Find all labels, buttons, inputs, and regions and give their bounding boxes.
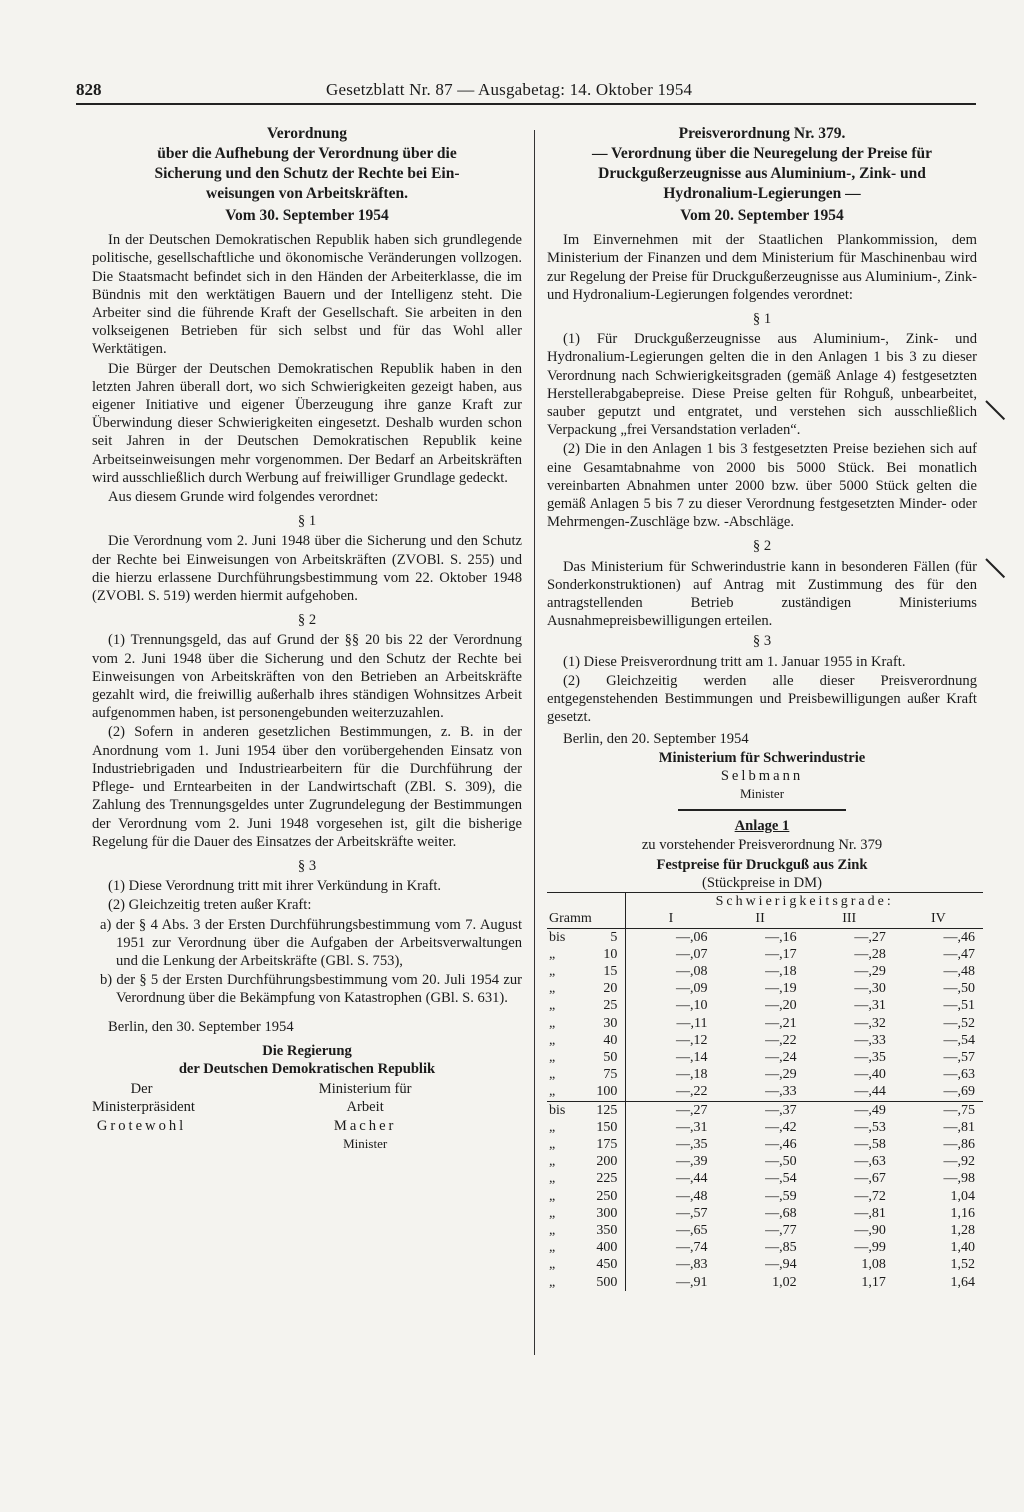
column-header: II <box>755 911 765 927</box>
government-line: Die Regierung <box>262 1042 352 1059</box>
table-row <box>547 1170 983 1187</box>
row-prefix: „ <box>549 981 556 997</box>
table-row <box>547 1066 983 1083</box>
left-title-line: Verordnung <box>266 125 348 142</box>
price-cell: —,29 <box>854 963 886 979</box>
price-table-group-a <box>547 928 983 1101</box>
left-section-1-heading: § 1 <box>297 513 317 530</box>
price-cell: —,51 <box>943 998 975 1014</box>
row-gramm: 40 <box>603 1032 618 1048</box>
left-signatures <box>92 1080 522 1153</box>
table-row <box>547 1188 983 1205</box>
price-cell: —,39 <box>626 1153 716 1170</box>
margin-mark <box>985 400 1005 420</box>
row-prefix: „ <box>549 998 556 1014</box>
price-cell: 1,08 <box>861 1257 886 1273</box>
left-section-2-paragraph: (1) Trennungsgeld, das auf Grund der §§ 20 bis 22 der Verordnung vom 2. Juni 1948 über die Sicherung und den Schutz der Rechte bei Einweisungen von Arbeitskräften von den Betrieben an Arbeitskräfte gezahlt wird, die freiwillig außerhalb ihres ständigen Wohnsitzes Arbeit aufgenommen haben, ist personengebunden weiterzuzahlen. <box>92 632 522 722</box>
table-subtitle: (Stückpreise in DM) <box>702 874 822 891</box>
price-cell: —,47 <box>943 946 975 962</box>
row-gramm: 125 <box>596 1102 618 1118</box>
left-section-2-paragraph: (2) Sofern in anderen gesetzlichen Bestimmungen, z. B. in der Anordnung vom 1. Juni 1954 über den vorübergehenden Einsatz von Industriebrigaden und Industriearbeitern für die Durchführung der Pflege- und Erntearbeiten in der Landwirtschaft (ZBl. S. 309), die Zahlung des Trennungsgeldes unter Zugrundelegung der Bestimmungen der Verordnung vom 2. Juni 1948 vorgesehen ist, gilt die bisherige Regelung für die Dauer des Einsatzes der Arbeitskräfte weiter. <box>92 724 522 850</box>
price-cell: —,91 <box>626 1274 716 1291</box>
price-cell: —,57 <box>943 1049 975 1065</box>
row-prefix: „ <box>549 1084 556 1100</box>
row-gramm: 300 <box>596 1205 618 1221</box>
price-cell: —,57 <box>626 1205 716 1222</box>
left-intro-paragraph: In der Deutschen Demokratischen Republik haben sich grundlegende politische, gesellschaftliche und ökonomische Veränderungen vollzogen. Die Staatsmacht befindet sich in den Händen der Arbeiterklasse, die im Bündnis mit den werktätigen Bauern und der Intelligenz steht. Die Arbeiter sind die führende Kraft der Gesellschaft. Sie arbeiten in den volkseigenen Betrieben für sich selbst und für das Wohl aller Werktätigen. <box>92 232 522 358</box>
price-cell: —,28 <box>854 946 886 962</box>
price-cell: —,77 <box>765 1222 797 1238</box>
price-table <box>547 892 983 1291</box>
price-cell: —,37 <box>765 1102 797 1118</box>
price-cell: 1,16 <box>950 1205 975 1221</box>
price-cell: —,14 <box>626 1049 716 1066</box>
row-gramm: 500 <box>596 1274 618 1290</box>
price-cell: —,19 <box>765 981 797 997</box>
price-cell: —,72 <box>854 1188 886 1204</box>
price-cell: —,65 <box>626 1222 716 1239</box>
right-section-2-text: Das Ministerium für Schwerindustrie kann in besonderen Fällen (für Sonderkonstruktionen) auf Antrag mit Zustimmung des für den antragstellenden Betrieb zuständigen Ministeriums Ausnahmepreisbewilligungen erteilen. <box>547 558 977 630</box>
column-header: III <box>842 911 857 927</box>
price-cell: —,86 <box>943 1136 975 1152</box>
table-row <box>547 1153 983 1170</box>
annex-rule <box>678 809 846 811</box>
row-prefix: „ <box>549 1119 556 1135</box>
right-subtitle-line: Hydronalium-Legierungen — <box>663 185 861 202</box>
price-cell: —,74 <box>626 1239 716 1256</box>
price-cell: —,24 <box>765 1049 797 1065</box>
left-intro-paragraph: Aus diesem Grunde wird folgendes verordnet: <box>108 489 379 506</box>
price-cell: —,06 <box>626 928 716 946</box>
row-gramm: 400 <box>596 1240 618 1256</box>
price-cell: —,59 <box>765 1188 797 1204</box>
left-section-1-text: Die Verordnung vom 2. Juni 1948 über die Sicherung und den Schutz der Rechte bei Einweisungen von Arbeitskräften (ZVOBl. S. 255) und die hierzu erlassene Durchführungsbestimmung vom 22. Oktober 1948 (ZVOBl. S. 519) werden hiermit aufgehoben. <box>92 533 522 605</box>
left-section-2-heading: § 2 <box>297 612 317 629</box>
price-cell: —,46 <box>765 1136 797 1152</box>
price-cell: —,35 <box>626 1136 716 1153</box>
row-prefix: „ <box>549 963 556 979</box>
signer-title: Minister <box>739 786 785 802</box>
price-cell: —,31 <box>626 1119 716 1136</box>
price-cell: —,33 <box>765 1084 797 1100</box>
left-date: Vom 30. September 1954 <box>225 207 389 224</box>
price-cell: —,50 <box>943 981 975 997</box>
price-cell: —,54 <box>943 1032 975 1048</box>
row-prefix: „ <box>549 946 556 962</box>
signature-name: Macher <box>333 1117 397 1134</box>
row-gramm: 10 <box>603 946 618 962</box>
price-cell: 1,02 <box>772 1274 797 1290</box>
row-prefix: bis <box>549 1102 566 1118</box>
left-title-line: Sicherung und den Schutz der Rechte bei Ein- <box>154 165 460 182</box>
price-cell: 1,28 <box>950 1222 975 1238</box>
table-row <box>547 946 983 963</box>
price-cell: —,48 <box>626 1188 716 1205</box>
price-cell: 1,04 <box>950 1188 975 1204</box>
row-gramm: 350 <box>596 1222 618 1238</box>
price-cell: —,32 <box>854 1015 886 1031</box>
price-cell: 1,64 <box>950 1274 975 1290</box>
row-gramm: 50 <box>603 1049 618 1065</box>
table-row <box>547 1101 983 1119</box>
table-row <box>547 997 983 1014</box>
margin-mark <box>985 558 1005 578</box>
row-prefix: „ <box>549 1240 556 1256</box>
row-gramm: 15 <box>603 963 618 979</box>
price-cell: —,10 <box>626 997 716 1014</box>
ministry-name: Ministerium für Schwerindustrie <box>658 749 866 766</box>
row-gramm: 200 <box>596 1154 618 1170</box>
row-prefix: bis <box>549 929 566 945</box>
right-section-3-paragraph: (2) Gleichzeitig werden alle dieser Preisverordnung entgegenstehenden Bestimmungen und Preisbewilligungen außer Kraft gesetzt. <box>547 672 977 726</box>
row-prefix: „ <box>549 1171 556 1187</box>
left-intro-paragraph: Die Bürger der Deutschen Demokratischen Republik haben in den letzten Jahren überall dort, wo sich Schwierigkeiten gezeigt haben, aus eigener Initiative und eigener Überzeugung ihre ganze Kraft zur Überwindung dieser Schwierigkeiten eingesetzt. Deshalb wurden schon seit Jahren in der Deutschen Demokratischen Republik keine Arbeitseinweisungen mehr vorgenommen. Der Bedarf an Arbeitskräften wird ausschließlich durch Werbung auf freiwilliger Grundlage gedeckt. <box>92 360 522 486</box>
signer-name: Selbmann <box>720 767 804 784</box>
table-row <box>547 1015 983 1032</box>
price-cell: —,50 <box>765 1154 797 1170</box>
price-cell: 1,40 <box>950 1240 975 1256</box>
row-prefix: „ <box>549 1222 556 1238</box>
price-cell: —,81 <box>943 1119 975 1135</box>
right-section-1-paragraph: (1) Für Druckgußerzeugnisse aus Aluminium-, Zink- und Hydronalium-Legierungen gelten die in den Anlagen 1 bis 3 zu dieser Verordnung nach Schwierigkeitsgraden (gemäß Anlage 4) festgesetzten Herstellerabgabepreise. Diese Preise gelten für Rohguß, unbearbeitet, sauber geputzt und entgratet, und verstehen sich ausschließlich Verpackung „frei Versandstation verladen“. <box>547 331 977 439</box>
price-cell: —,42 <box>765 1119 797 1135</box>
price-cell: —,11 <box>626 1015 716 1032</box>
left-title-line: über die Aufhebung der Verordnung über die <box>157 145 457 162</box>
price-cell: —,21 <box>765 1015 797 1031</box>
price-cell: —,69 <box>943 1084 975 1100</box>
table-row <box>547 1222 983 1239</box>
right-place-date: Berlin, den 20. September 1954 <box>563 731 749 748</box>
left-title <box>92 124 522 204</box>
price-cell: —,83 <box>626 1256 716 1273</box>
price-cell: —,63 <box>943 1067 975 1083</box>
row-prefix: „ <box>549 1015 556 1031</box>
row-gramm: 20 <box>603 981 618 997</box>
price-cell: —,16 <box>765 929 797 945</box>
price-cell: —,85 <box>765 1240 797 1256</box>
right-column <box>547 124 977 1291</box>
price-cell: —,92 <box>943 1154 975 1170</box>
right-section-3-paragraph: (1) Diese Preisverordnung tritt am 1. Januar 1955 in Kraft. <box>563 653 906 670</box>
price-cell: —,75 <box>943 1102 975 1118</box>
price-cell: —,35 <box>854 1049 886 1065</box>
price-cell: —,44 <box>626 1170 716 1187</box>
table-row <box>547 1239 983 1256</box>
column-header: I <box>626 910 716 928</box>
price-table-group-b <box>547 1101 983 1291</box>
right-section-2-heading: § 2 <box>752 538 772 555</box>
price-cell: —,46 <box>943 929 975 945</box>
table-row <box>547 1136 983 1153</box>
right-section-1-paragraph: (2) Die in den Anlagen 1 bis 3 festgesetzten Preise beziehen sich auf eine Gesamtabnahme von 2000 bis 5000 Stück. Bei monatlich vereinbarten Abnahmen unter 2000 bzw. über 5000 Stück gelten die gemäß Anlagen 5 bis 7 zu dieser Verordnung festgesetzten Minder- oder Mehrmengen-Zuschläge bzw. -Abschläge. <box>547 441 977 531</box>
table-row <box>547 1083 983 1101</box>
left-section-3-heading: § 3 <box>297 857 317 874</box>
right-subtitle-line: Druckgußerzeugnisse aus Aluminium-, Zink- und <box>598 165 926 182</box>
price-cell: —,48 <box>943 963 975 979</box>
price-cell: —,20 <box>765 998 797 1014</box>
price-cell: —,17 <box>765 946 797 962</box>
price-cell: —,54 <box>765 1171 797 1187</box>
price-cell: —,22 <box>765 1032 797 1048</box>
row-gramm: 250 <box>596 1188 618 1204</box>
price-cell: —,98 <box>943 1171 975 1187</box>
price-cell: —,08 <box>626 963 716 980</box>
government-line: der Deutschen Demokratischen Republik <box>178 1060 436 1077</box>
price-cell: —,53 <box>854 1119 886 1135</box>
price-cell: 1,52 <box>950 1257 975 1273</box>
price-cell: —,81 <box>854 1205 886 1221</box>
table-row <box>547 963 983 980</box>
right-subtitle-line: — Verordnung über die Neuregelung der Preise für <box>591 145 932 162</box>
row-gramm: 30 <box>603 1015 618 1031</box>
annex-title: Anlage 1 <box>734 818 790 835</box>
left-section-3-item-a: a) der § 4 Abs. 3 der Ersten Durchführungsbestimmung vom 7. August 1951 zur Verordnung über die Aufgaben der Arbeitsverwaltungen und die Lenkung der Arbeitskräfte (GBl. S. 753), <box>100 916 522 969</box>
right-title: Preisverordnung Nr. 379. <box>678 125 846 142</box>
row-prefix: „ <box>549 1188 556 1204</box>
table-row <box>547 1256 983 1273</box>
price-cell: —,30 <box>854 981 886 997</box>
row-prefix: „ <box>549 1032 556 1048</box>
row-prefix: „ <box>549 1136 556 1152</box>
table-row <box>547 1274 983 1291</box>
right-section-1-heading: § 1 <box>752 311 772 328</box>
price-cell: —,22 <box>626 1083 716 1101</box>
price-cell: —,29 <box>765 1067 797 1083</box>
price-cell: —,12 <box>626 1032 716 1049</box>
left-place-date: Berlin, den 30. September 1954 <box>108 1018 294 1035</box>
row-prefix: „ <box>549 1205 556 1221</box>
column-divider <box>534 130 535 1355</box>
row-gramm: 5 <box>610 929 618 945</box>
right-section-3-heading: § 3 <box>752 633 772 650</box>
row-prefix: „ <box>549 1154 556 1170</box>
left-section-3-paragraph: (2) Gleichzeitig treten außer Kraft: <box>108 897 312 914</box>
signature-title: Minister <box>343 1135 388 1151</box>
annex-subtitle: zu vorstehender Preisverordnung Nr. 379 <box>641 836 883 853</box>
signature-block-labour-ministry <box>316 1080 522 1153</box>
row-prefix: „ <box>549 1049 556 1065</box>
price-cell: —,18 <box>765 963 797 979</box>
signature-block-prime-minister <box>92 1080 298 1153</box>
row-gramm: 75 <box>603 1067 618 1083</box>
left-section-3-paragraph: (1) Diese Verordnung tritt mit ihrer Verkündung in Kraft. <box>108 878 442 895</box>
row-gramm: 225 <box>596 1171 618 1187</box>
row-prefix: „ <box>549 1274 556 1290</box>
price-cell: —,94 <box>765 1257 797 1273</box>
price-cell: —,99 <box>854 1240 886 1256</box>
table-row <box>547 928 983 946</box>
left-title-line: weisungen von Arbeitskräften. <box>206 185 408 202</box>
header-title: Gesetzblatt Nr. 87 — Ausgabetag: 14. Oktober 1954 <box>326 80 693 99</box>
left-section-3-item-b: b) der § 5 der Ersten Durchführungsbestimmung vom 20. Juli 1954 zur Verordnung über die Bekämpfung von Katastrophen (GBl. S. 631). <box>100 972 522 1007</box>
right-date: Vom 20. September 1954 <box>680 207 844 224</box>
row-gramm: 100 <box>596 1084 618 1100</box>
column-header-gramm: Gramm <box>549 911 592 927</box>
page-number: 828 <box>76 80 102 99</box>
price-cell: —,07 <box>626 946 716 963</box>
price-cell: —,68 <box>765 1205 797 1221</box>
price-cell: —,27 <box>854 929 886 945</box>
price-cell: —,63 <box>854 1154 886 1170</box>
right-intro: Im Einvernehmen mit der Staatlichen Plankommission, dem Ministerium der Finanzen und dem Ministerium für Maschinenbau wird zur Regelung der Preise für Druckgußerzeugnisse aus Aluminium-, Zink- und Hydronalium-Legierungen folgendes verordnet: <box>547 232 977 303</box>
price-cell: —,44 <box>854 1084 886 1100</box>
price-cell: —,52 <box>943 1015 975 1031</box>
price-cell: —,31 <box>854 998 886 1014</box>
row-gramm: 150 <box>596 1119 618 1135</box>
row-gramm: 175 <box>596 1136 618 1152</box>
signature-name: Grotewohl <box>96 1117 187 1134</box>
price-cell: —,58 <box>854 1136 886 1152</box>
signature-role: Ministerium für Arbeit <box>318 1081 412 1116</box>
price-cell: —,40 <box>854 1067 886 1083</box>
price-cell: —,27 <box>626 1101 716 1119</box>
table-title: Festpreise für Druckguß aus Zink <box>656 856 868 873</box>
header-rule <box>76 103 976 105</box>
row-prefix: „ <box>549 1067 556 1083</box>
price-cell: —,49 <box>854 1102 886 1118</box>
table-row <box>547 1032 983 1049</box>
row-gramm: 450 <box>596 1257 618 1273</box>
row-prefix: „ <box>549 1257 556 1273</box>
price-cell: 1,17 <box>861 1274 886 1290</box>
difficulty-group-header: Schwierigkeitsgrade: <box>626 893 983 911</box>
left-column <box>92 124 522 1153</box>
signature-role: Der Ministerpräsident <box>92 1081 195 1116</box>
price-cell: —,90 <box>854 1222 886 1238</box>
row-gramm: 25 <box>603 998 618 1014</box>
price-cell: —,09 <box>626 980 716 997</box>
page-header <box>76 80 976 104</box>
column-header: IV <box>931 911 946 927</box>
table-row <box>547 1205 983 1222</box>
price-cell: —,18 <box>626 1066 716 1083</box>
price-cell: —,33 <box>854 1032 886 1048</box>
right-subtitle <box>547 144 977 204</box>
table-row <box>547 1119 983 1136</box>
table-row <box>547 980 983 997</box>
price-cell: —,67 <box>854 1171 886 1187</box>
table-row <box>547 1049 983 1066</box>
